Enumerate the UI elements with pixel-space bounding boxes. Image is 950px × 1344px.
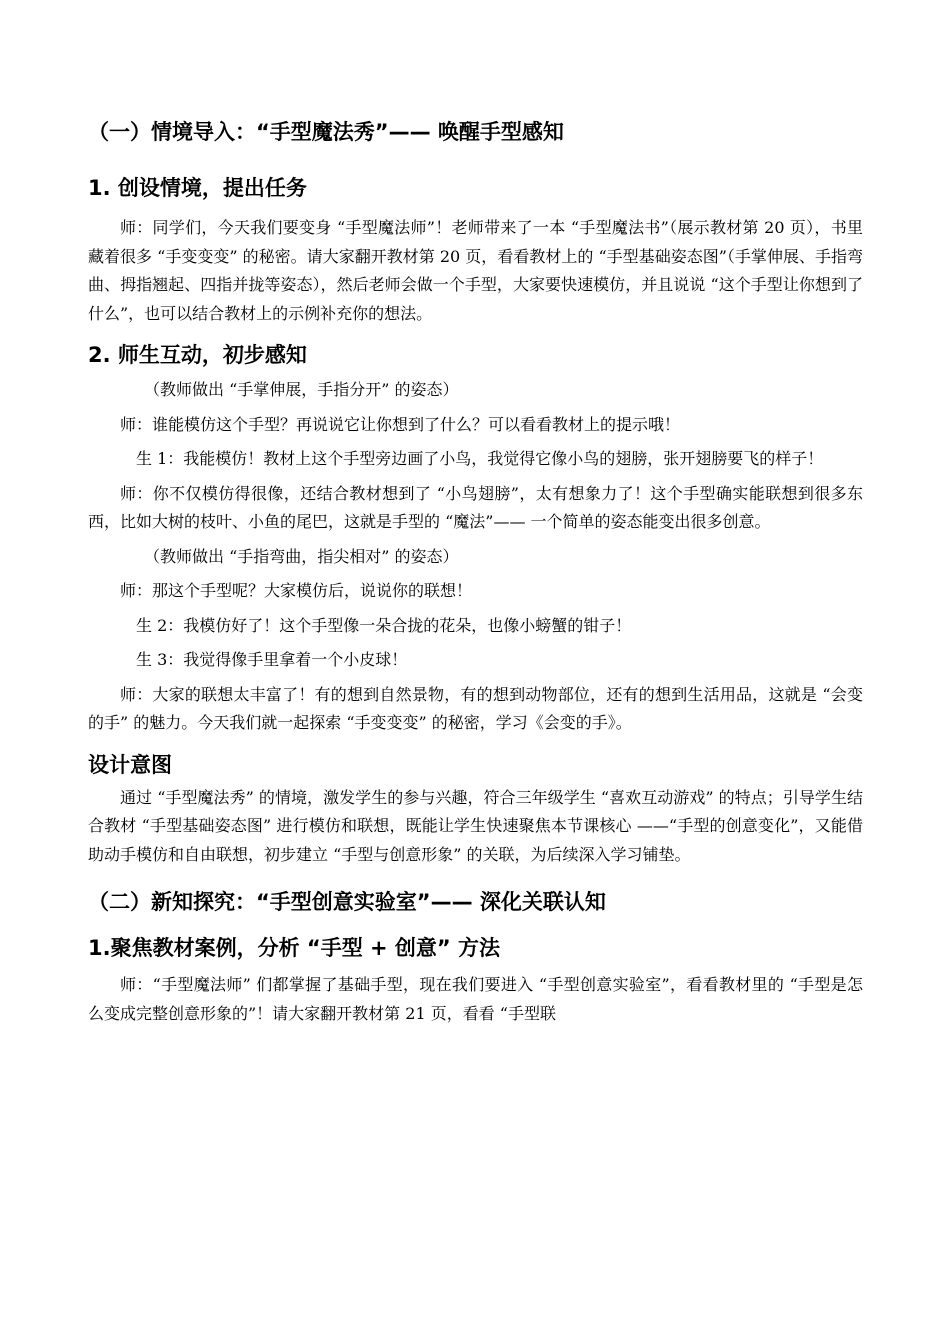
design-intent-paragraph: 通过 “手型魔法秀” 的情境，激发学生的参与兴趣，符合三年级学生 “喜欢互动游戏” 的特点；引导学生结合教材 “手型基础姿态图” 进行模仿和联想，既能让学生快速聚焦本节课核心 ——“手型的创意变化”，又能借助动手模仿和自由联想，初步建立 “手型与创意形象” 的关联，为后续深入学习铺垫。 <box>88 787 863 864</box>
section2-sub1-heading: 1.聚焦教材案例，分析 “手型 + 创意” 方法 <box>88 936 501 960</box>
design-intent-heading: 设计意图 <box>88 752 172 777</box>
stage-direction: （教师做出 “手掌伸展，手指分开” 的姿态） <box>144 380 459 399</box>
document-page <box>88 112 863 1028</box>
dialogue-line: 师：大家的联想太丰富了！有的想到自然景物，有的想到动物部位，还有的想到生活用品，这就是 “会变的手” 的魅力。今天我们就一起探索 “手变变变” 的秘密，学习《会变的手》。 <box>88 684 863 732</box>
section1-sub2-heading: 2. 师生互动，初步感知 <box>88 343 307 367</box>
dialogue-line: 师：你不仅模仿得很像，还结合教材想到了 “小鸟翅膀”，太有想象力了！这个手型确实能联想到很多东西，比如大树的枝叶、小鱼的尾巴，这就是手型的 “魔法”—— 一个简单的姿态能变出很多创意。 <box>88 483 863 531</box>
dialogue-line: 生 2：我模仿好了！这个手型像一朵合拢的花朵，也像小螃蟹的钳子！ <box>136 615 632 635</box>
dialogue-line: 生 3：我觉得像手里拿着一个小皮球！ <box>136 650 408 669</box>
section2-heading: （二）新知探究：“手型创意实验室”—— 深化关联认知 <box>88 890 606 914</box>
section1-heading: （一）情境导入：“手型魔法秀”—— 唤醒手型感知 <box>88 120 564 144</box>
section1-sub1-heading: 1. 创设情境，提出任务 <box>88 176 307 200</box>
section2-sub1-paragraph: 师：“手型魔法师” 们都掌握了基础手型，现在我们要进入 “手型创意实验室”，看看教材里的 “手型是怎么变成完整创意形象的”！请大家翻开教材第 21 页，看看 “手型联 <box>88 975 863 1023</box>
dialogue-line: 师：谁能模仿这个手型？再说说它让你想到了什么？可以看看教材上的提示哦！ <box>120 414 681 434</box>
stage-direction: （教师做出 “手指弯曲，指尖相对” 的姿态） <box>144 546 459 566</box>
section1-sub1-paragraph: 师：同学们，今天我们要变身 “手型魔法师”！老师带来了一本 “手型魔法书”（展示教材第 20 页），书里藏着很多 “手变变变” 的秘密。请大家翻开教材第 20 页，看看教材上的 “手型基础姿态图”（手掌伸展、手指弯曲、拇指翘起、四指并拢等姿态），然后老师会做一个手型，大家要快速模仿，并且说说 “这个手型让你想到了什么”，也可以结合教材上的示例补充你的想法。 <box>88 218 863 323</box>
dialogue-line: 师：那这个手型呢？大家模仿后，说说你的联想！ <box>120 581 473 600</box>
dialogue-line: 生 1：我能模仿！教材上这个手型旁边画了小鸟，我觉得它像小鸟的翅膀，张开翅膀要飞的样子！ <box>136 449 824 468</box>
